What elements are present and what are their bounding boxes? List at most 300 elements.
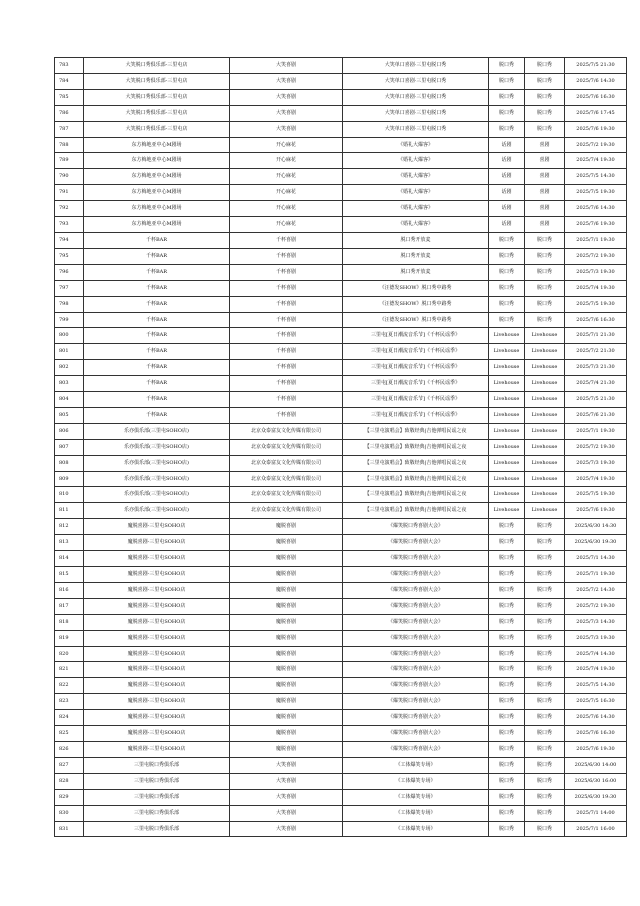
table-row bbox=[55, 646, 627, 662]
table-row bbox=[55, 153, 627, 169]
organizer-cell: 大笑喜剧 bbox=[230, 757, 343, 773]
datetime-cell: 2025/7/4 19:30 bbox=[565, 280, 627, 296]
organizer-cell: 大笑喜剧 bbox=[230, 89, 343, 105]
row-number-cell: 810 bbox=[55, 487, 84, 503]
genre-cell: 脱口秀 bbox=[525, 741, 565, 757]
organizer-cell: 千杯喜剧 bbox=[230, 407, 343, 423]
venue-cell: 千杯BAR bbox=[84, 232, 230, 248]
category-cell: 话剧 bbox=[489, 169, 525, 185]
table-row bbox=[55, 344, 627, 360]
category-cell: 脱口秀 bbox=[489, 805, 525, 821]
genre-cell: 脱口秀 bbox=[525, 694, 565, 710]
genre-cell: Livehouse bbox=[525, 503, 565, 519]
row-number-cell: 803 bbox=[55, 376, 84, 392]
category-cell: Livehouse bbox=[489, 407, 525, 423]
genre-cell: 脱口秀 bbox=[525, 646, 565, 662]
row-number-cell: 794 bbox=[55, 232, 84, 248]
venue-cell: 大笑脱口秀俱乐部-三里屯店 bbox=[84, 89, 230, 105]
category-cell: 脱口秀 bbox=[489, 582, 525, 598]
category-cell: 脱口秀 bbox=[489, 694, 525, 710]
show-title-cell: 《汪德发SHOW》脱口秀中路秀 bbox=[343, 280, 489, 296]
datetime-cell: 2025/7/6 19:30 bbox=[565, 741, 627, 757]
show-title-cell: 《婚礼大爆客》 bbox=[343, 201, 489, 217]
genre-cell: Livehouse bbox=[525, 487, 565, 503]
organizer-cell: 开心麻花 bbox=[230, 153, 343, 169]
table-row bbox=[55, 296, 627, 312]
table-row bbox=[55, 185, 627, 201]
organizer-cell: 魔脱喜剧 bbox=[230, 678, 343, 694]
organizer-cell: 开心麻花 bbox=[230, 137, 343, 153]
organizer-cell: 千杯喜剧 bbox=[230, 312, 343, 328]
datetime-cell: 2025/6/30 19:30 bbox=[565, 535, 627, 551]
venue-cell: 千杯BAR bbox=[84, 376, 230, 392]
venue-cell: 魔脱喜剧-三里屯SOHO店 bbox=[84, 741, 230, 757]
organizer-cell: 千杯喜剧 bbox=[230, 360, 343, 376]
show-title-cell: 《婚礼大爆客》 bbox=[343, 153, 489, 169]
row-number-cell: 792 bbox=[55, 201, 84, 217]
venue-cell: 大笑脱口秀俱乐部-三里屯店 bbox=[84, 58, 230, 74]
show-title-cell: 【三里屯演唱会】致敬经典|吉他弹唱民谣之夜 bbox=[343, 423, 489, 439]
category-cell: 脱口秀 bbox=[489, 58, 525, 74]
category-cell: Livehouse bbox=[489, 328, 525, 344]
row-number-cell: 795 bbox=[55, 248, 84, 264]
genre-cell: 脱口秀 bbox=[525, 121, 565, 137]
category-cell: 脱口秀 bbox=[489, 232, 525, 248]
table-row bbox=[55, 821, 627, 837]
organizer-cell: 魔脱喜剧 bbox=[230, 646, 343, 662]
table-row bbox=[55, 487, 627, 503]
show-title-cell: 《爆笑脱口秀喜剧大会》 bbox=[343, 614, 489, 630]
organizer-cell: 大笑喜剧 bbox=[230, 789, 343, 805]
category-cell: 脱口秀 bbox=[489, 630, 525, 646]
organizer-cell: 千杯喜剧 bbox=[230, 280, 343, 296]
show-title-cell: 《爆笑脱口秀喜剧大会》 bbox=[343, 519, 489, 535]
category-cell: Livehouse bbox=[489, 471, 525, 487]
schedule-table-body bbox=[55, 58, 627, 837]
row-number-cell: 800 bbox=[55, 328, 84, 344]
row-number-cell: 813 bbox=[55, 535, 84, 551]
datetime-cell: 2025/7/6 14:30 bbox=[565, 201, 627, 217]
table-row bbox=[55, 360, 627, 376]
datetime-cell: 2025/7/4 19:30 bbox=[565, 153, 627, 169]
row-number-cell: 784 bbox=[55, 73, 84, 89]
category-cell: 脱口秀 bbox=[489, 248, 525, 264]
row-number-cell: 822 bbox=[55, 678, 84, 694]
venue-cell: 三里屯脱口秀俱乐部 bbox=[84, 805, 230, 821]
genre-cell: 喜剧 bbox=[525, 169, 565, 185]
row-number-cell: 799 bbox=[55, 312, 84, 328]
datetime-cell: 2025/7/1 14:00 bbox=[565, 805, 627, 821]
row-number-cell: 815 bbox=[55, 567, 84, 583]
genre-cell: 脱口秀 bbox=[525, 726, 565, 742]
row-number-cell: 827 bbox=[55, 757, 84, 773]
show-title-cell: 《爆笑脱口秀喜剧大会》 bbox=[343, 535, 489, 551]
row-number-cell: 812 bbox=[55, 519, 84, 535]
table-row bbox=[55, 567, 627, 583]
genre-cell: 脱口秀 bbox=[525, 773, 565, 789]
show-title-cell: 脱口秀开放麦 bbox=[343, 248, 489, 264]
genre-cell: 脱口秀 bbox=[525, 296, 565, 312]
organizer-cell: 北京众泰富友文化传媒有限公司 bbox=[230, 503, 343, 519]
category-cell: 话剧 bbox=[489, 217, 525, 233]
show-title-cell: 《工体爆笑专场》 bbox=[343, 805, 489, 821]
table-row bbox=[55, 519, 627, 535]
venue-cell: 千杯BAR bbox=[84, 392, 230, 408]
datetime-cell: 2025/6/30 14:30 bbox=[565, 519, 627, 535]
category-cell: Livehouse bbox=[489, 503, 525, 519]
organizer-cell: 千杯喜剧 bbox=[230, 248, 343, 264]
organizer-cell: 千杯喜剧 bbox=[230, 376, 343, 392]
datetime-cell: 2025/7/6 19:30 bbox=[565, 503, 627, 519]
organizer-cell: 魔脱喜剧 bbox=[230, 614, 343, 630]
show-title-cell: 《爆笑脱口秀喜剧大会》 bbox=[343, 551, 489, 567]
category-cell: 脱口秀 bbox=[489, 121, 525, 137]
datetime-cell: 2025/7/6 19:30 bbox=[565, 121, 627, 137]
organizer-cell: 北京众泰富友文化传媒有限公司 bbox=[230, 455, 343, 471]
genre-cell: Livehouse bbox=[525, 423, 565, 439]
genre-cell: Livehouse bbox=[525, 328, 565, 344]
show-title-cell: 《爆笑脱口秀喜剧大会》 bbox=[343, 567, 489, 583]
datetime-cell: 2025/7/4 14:30 bbox=[565, 646, 627, 662]
table-row bbox=[55, 614, 627, 630]
organizer-cell: 北京众泰富友文化传媒有限公司 bbox=[230, 487, 343, 503]
category-cell: Livehouse bbox=[489, 423, 525, 439]
show-title-cell: 大笑单口喜剧·三里屯脱口秀 bbox=[343, 89, 489, 105]
show-title-cell: 三里屯[夏日潮流音乐节]《千杯民谣季》 bbox=[343, 344, 489, 360]
category-cell: Livehouse bbox=[489, 455, 525, 471]
genre-cell: Livehouse bbox=[525, 360, 565, 376]
row-number-cell: 808 bbox=[55, 455, 84, 471]
row-number-cell: 820 bbox=[55, 646, 84, 662]
category-cell: 话剧 bbox=[489, 201, 525, 217]
row-number-cell: 829 bbox=[55, 789, 84, 805]
table-row bbox=[55, 503, 627, 519]
show-title-cell: 《爆笑脱口秀喜剧大会》 bbox=[343, 646, 489, 662]
table-row bbox=[55, 439, 627, 455]
row-number-cell: 785 bbox=[55, 89, 84, 105]
table-row bbox=[55, 710, 627, 726]
datetime-cell: 2025/7/1 19:30 bbox=[565, 232, 627, 248]
venue-cell: 千杯BAR bbox=[84, 280, 230, 296]
venue-cell: 东方梅地亚中心M剧场 bbox=[84, 153, 230, 169]
table-row bbox=[55, 201, 627, 217]
row-number-cell: 801 bbox=[55, 344, 84, 360]
show-title-cell: 脱口秀开放麦 bbox=[343, 264, 489, 280]
venue-cell: 魔脱喜剧-三里屯SOHO店 bbox=[84, 662, 230, 678]
venue-cell: 东方梅地亚中心M剧场 bbox=[84, 217, 230, 233]
datetime-cell: 2025/7/4 19:30 bbox=[565, 471, 627, 487]
show-title-cell: 《爆笑脱口秀喜剧大会》 bbox=[343, 582, 489, 598]
datetime-cell: 2025/7/2 21:30 bbox=[565, 344, 627, 360]
venue-cell: 大笑脱口秀俱乐部-三里屯店 bbox=[84, 73, 230, 89]
show-title-cell: 《爆笑脱口秀喜剧大会》 bbox=[343, 741, 489, 757]
row-number-cell: 824 bbox=[55, 710, 84, 726]
genre-cell: 脱口秀 bbox=[525, 805, 565, 821]
organizer-cell: 魔脱喜剧 bbox=[230, 694, 343, 710]
row-number-cell: 806 bbox=[55, 423, 84, 439]
venue-cell: 魔脱喜剧-三里屯SOHO店 bbox=[84, 582, 230, 598]
organizer-cell: 大笑喜剧 bbox=[230, 821, 343, 837]
datetime-cell: 2025/7/5 19:30 bbox=[565, 487, 627, 503]
table-row bbox=[55, 757, 627, 773]
genre-cell: 喜剧 bbox=[525, 185, 565, 201]
datetime-cell: 2025/6/30 19:30 bbox=[565, 789, 627, 805]
show-title-cell: 《爆笑脱口秀喜剧大会》 bbox=[343, 694, 489, 710]
datetime-cell: 2025/6/30 14:00 bbox=[565, 757, 627, 773]
table-row bbox=[55, 328, 627, 344]
organizer-cell: 千杯喜剧 bbox=[230, 264, 343, 280]
datetime-cell: 2025/7/6 16:30 bbox=[565, 726, 627, 742]
venue-cell: 千杯BAR bbox=[84, 344, 230, 360]
venue-cell: 乐亦俱乐部(三里屯SOHO店) bbox=[84, 455, 230, 471]
row-number-cell: 802 bbox=[55, 360, 84, 376]
category-cell: 脱口秀 bbox=[489, 662, 525, 678]
genre-cell: 脱口秀 bbox=[525, 312, 565, 328]
datetime-cell: 2025/7/6 14:30 bbox=[565, 73, 627, 89]
category-cell: 脱口秀 bbox=[489, 741, 525, 757]
genre-cell: 喜剧 bbox=[525, 217, 565, 233]
show-title-cell: 《工体爆笑专场》 bbox=[343, 757, 489, 773]
genre-cell: Livehouse bbox=[525, 344, 565, 360]
genre-cell: Livehouse bbox=[525, 407, 565, 423]
show-title-cell: 三里屯[夏日潮流音乐节]《千杯民谣季》 bbox=[343, 392, 489, 408]
venue-cell: 大笑脱口秀俱乐部-三里屯店 bbox=[84, 105, 230, 121]
category-cell: 脱口秀 bbox=[489, 535, 525, 551]
venue-cell: 三里屯脱口秀俱乐部 bbox=[84, 789, 230, 805]
genre-cell: 脱口秀 bbox=[525, 710, 565, 726]
datetime-cell: 2025/7/3 19:30 bbox=[565, 455, 627, 471]
show-title-cell: 《爆笑脱口秀喜剧大会》 bbox=[343, 598, 489, 614]
genre-cell: 脱口秀 bbox=[525, 551, 565, 567]
datetime-cell: 2025/7/6 16:30 bbox=[565, 89, 627, 105]
category-cell: 脱口秀 bbox=[489, 312, 525, 328]
row-number-cell: 818 bbox=[55, 614, 84, 630]
venue-cell: 千杯BAR bbox=[84, 264, 230, 280]
datetime-cell: 2025/7/6 21:30 bbox=[565, 407, 627, 423]
table-row bbox=[55, 407, 627, 423]
table-row bbox=[55, 598, 627, 614]
organizer-cell: 魔脱喜剧 bbox=[230, 551, 343, 567]
category-cell: Livehouse bbox=[489, 376, 525, 392]
datetime-cell: 2025/7/6 19:30 bbox=[565, 217, 627, 233]
show-title-cell: 【三里屯演唱会】致敬经典|吉他弹唱民谣之夜 bbox=[343, 487, 489, 503]
row-number-cell: 809 bbox=[55, 471, 84, 487]
datetime-cell: 2025/7/5 14:30 bbox=[565, 678, 627, 694]
category-cell: 脱口秀 bbox=[489, 264, 525, 280]
genre-cell: 脱口秀 bbox=[525, 567, 565, 583]
organizer-cell: 千杯喜剧 bbox=[230, 392, 343, 408]
organizer-cell: 大笑喜剧 bbox=[230, 73, 343, 89]
table-row bbox=[55, 582, 627, 598]
show-title-cell: 三里屯[夏日潮流音乐节]《千杯民谣季》 bbox=[343, 360, 489, 376]
venue-cell: 乐亦俱乐部(三里屯SOHO店) bbox=[84, 423, 230, 439]
organizer-cell: 魔脱喜剧 bbox=[230, 741, 343, 757]
datetime-cell: 2025/7/1 19:30 bbox=[565, 423, 627, 439]
genre-cell: 脱口秀 bbox=[525, 73, 565, 89]
row-number-cell: 797 bbox=[55, 280, 84, 296]
venue-cell: 乐亦俱乐部(三里屯SOHO店) bbox=[84, 439, 230, 455]
category-cell: 脱口秀 bbox=[489, 757, 525, 773]
datetime-cell: 2025/7/1 21:30 bbox=[565, 328, 627, 344]
row-number-cell: 807 bbox=[55, 439, 84, 455]
organizer-cell: 魔脱喜剧 bbox=[230, 567, 343, 583]
datetime-cell: 2025/7/1 14:30 bbox=[565, 551, 627, 567]
genre-cell: Livehouse bbox=[525, 455, 565, 471]
datetime-cell: 2025/7/6 16:30 bbox=[565, 312, 627, 328]
venue-cell: 三里屯脱口秀俱乐部 bbox=[84, 821, 230, 837]
table-row bbox=[55, 264, 627, 280]
category-cell: 脱口秀 bbox=[489, 296, 525, 312]
category-cell: 脱口秀 bbox=[489, 678, 525, 694]
category-cell: 脱口秀 bbox=[489, 280, 525, 296]
show-title-cell: 三里屯[夏日潮流音乐节]《千杯民谣季》 bbox=[343, 407, 489, 423]
table-row bbox=[55, 121, 627, 137]
organizer-cell: 北京众泰富友文化传媒有限公司 bbox=[230, 423, 343, 439]
organizer-cell: 大笑喜剧 bbox=[230, 58, 343, 74]
venue-cell: 乐亦俱乐部(三里屯SOHO店) bbox=[84, 471, 230, 487]
category-cell: 脱口秀 bbox=[489, 105, 525, 121]
show-title-cell: 《爆笑脱口秀喜剧大会》 bbox=[343, 726, 489, 742]
genre-cell: 脱口秀 bbox=[525, 662, 565, 678]
show-title-cell: 《爆笑脱口秀喜剧大会》 bbox=[343, 630, 489, 646]
genre-cell: 脱口秀 bbox=[525, 757, 565, 773]
row-number-cell: 804 bbox=[55, 392, 84, 408]
datetime-cell: 2025/7/5 21:30 bbox=[565, 392, 627, 408]
venue-cell: 乐亦俱乐部(三里屯SOHO店) bbox=[84, 503, 230, 519]
category-cell: 脱口秀 bbox=[489, 773, 525, 789]
datetime-cell: 2025/7/5 14:30 bbox=[565, 169, 627, 185]
row-number-cell: 826 bbox=[55, 741, 84, 757]
datetime-cell: 2025/7/5 21:30 bbox=[565, 58, 627, 74]
genre-cell: 脱口秀 bbox=[525, 280, 565, 296]
venue-cell: 三里屯脱口秀俱乐部 bbox=[84, 773, 230, 789]
venue-cell: 东方梅地亚中心M剧场 bbox=[84, 169, 230, 185]
show-title-cell: 《婚礼大爆客》 bbox=[343, 185, 489, 201]
show-title-cell: 《工体爆笑专场》 bbox=[343, 773, 489, 789]
organizer-cell: 魔脱喜剧 bbox=[230, 582, 343, 598]
show-title-cell: 大笑单口喜剧·三里屯脱口秀 bbox=[343, 73, 489, 89]
show-title-cell: 《爆笑脱口秀喜剧大会》 bbox=[343, 678, 489, 694]
genre-cell: 脱口秀 bbox=[525, 105, 565, 121]
organizer-cell: 千杯喜剧 bbox=[230, 232, 343, 248]
datetime-cell: 2025/6/30 16:00 bbox=[565, 773, 627, 789]
table-row bbox=[55, 805, 627, 821]
genre-cell: Livehouse bbox=[525, 376, 565, 392]
row-number-cell: 814 bbox=[55, 551, 84, 567]
category-cell: 脱口秀 bbox=[489, 519, 525, 535]
category-cell: 脱口秀 bbox=[489, 89, 525, 105]
genre-cell: Livehouse bbox=[525, 439, 565, 455]
datetime-cell: 2025/7/5 16:30 bbox=[565, 694, 627, 710]
table-row bbox=[55, 455, 627, 471]
table-row bbox=[55, 630, 627, 646]
show-title-cell: 大笑单口喜剧·三里屯脱口秀 bbox=[343, 58, 489, 74]
row-number-cell: 821 bbox=[55, 662, 84, 678]
category-cell: 脱口秀 bbox=[489, 646, 525, 662]
venue-cell: 千杯BAR bbox=[84, 312, 230, 328]
category-cell: 脱口秀 bbox=[489, 789, 525, 805]
schedule-table-container bbox=[54, 57, 617, 837]
table-row bbox=[55, 773, 627, 789]
show-title-cell: 《婚礼大爆客》 bbox=[343, 169, 489, 185]
table-row bbox=[55, 58, 627, 74]
organizer-cell: 大笑喜剧 bbox=[230, 105, 343, 121]
organizer-cell: 魔脱喜剧 bbox=[230, 726, 343, 742]
organizer-cell: 魔脱喜剧 bbox=[230, 662, 343, 678]
row-number-cell: 811 bbox=[55, 503, 84, 519]
venue-cell: 千杯BAR bbox=[84, 328, 230, 344]
row-number-cell: 816 bbox=[55, 582, 84, 598]
show-title-cell: 《爆笑脱口秀喜剧大会》 bbox=[343, 662, 489, 678]
show-title-cell: 【三里屯演唱会】致敬经典|吉他弹唱民谣之夜 bbox=[343, 503, 489, 519]
row-number-cell: 823 bbox=[55, 694, 84, 710]
row-number-cell: 787 bbox=[55, 121, 84, 137]
category-cell: 话剧 bbox=[489, 185, 525, 201]
category-cell: 话剧 bbox=[489, 137, 525, 153]
genre-cell: 脱口秀 bbox=[525, 598, 565, 614]
datetime-cell: 2025/7/3 21:30 bbox=[565, 360, 627, 376]
datetime-cell: 2025/7/2 19:30 bbox=[565, 248, 627, 264]
genre-cell: 喜剧 bbox=[525, 153, 565, 169]
show-title-cell: 《汪德发SHOW》脱口秀中路秀 bbox=[343, 312, 489, 328]
venue-cell: 魔脱喜剧-三里屯SOHO店 bbox=[84, 535, 230, 551]
category-cell: 脱口秀 bbox=[489, 821, 525, 837]
organizer-cell: 大笑喜剧 bbox=[230, 773, 343, 789]
row-number-cell: 796 bbox=[55, 264, 84, 280]
table-row bbox=[55, 392, 627, 408]
row-number-cell: 791 bbox=[55, 185, 84, 201]
table-row bbox=[55, 169, 627, 185]
datetime-cell: 2025/7/3 14:30 bbox=[565, 614, 627, 630]
datetime-cell: 2025/7/5 19:30 bbox=[565, 185, 627, 201]
venue-cell: 乐亦俱乐部(三里屯SOHO店) bbox=[84, 487, 230, 503]
venue-cell: 魔脱喜剧-三里屯SOHO店 bbox=[84, 678, 230, 694]
table-row bbox=[55, 376, 627, 392]
table-row bbox=[55, 248, 627, 264]
row-number-cell: 789 bbox=[55, 153, 84, 169]
row-number-cell: 805 bbox=[55, 407, 84, 423]
venue-cell: 魔脱喜剧-三里屯SOHO店 bbox=[84, 726, 230, 742]
category-cell: 话剧 bbox=[489, 153, 525, 169]
organizer-cell: 魔脱喜剧 bbox=[230, 630, 343, 646]
table-row bbox=[55, 312, 627, 328]
organizer-cell: 魔脱喜剧 bbox=[230, 598, 343, 614]
table-row bbox=[55, 105, 627, 121]
category-cell: Livehouse bbox=[489, 487, 525, 503]
row-number-cell: 831 bbox=[55, 821, 84, 837]
table-row bbox=[55, 217, 627, 233]
show-title-cell: 大笑单口喜剧·三里屯脱口秀 bbox=[343, 121, 489, 137]
venue-cell: 魔脱喜剧-三里屯SOHO店 bbox=[84, 551, 230, 567]
row-number-cell: 793 bbox=[55, 217, 84, 233]
datetime-cell: 2025/7/6 14:30 bbox=[565, 710, 627, 726]
genre-cell: 脱口秀 bbox=[525, 535, 565, 551]
category-cell: 脱口秀 bbox=[489, 726, 525, 742]
genre-cell: 脱口秀 bbox=[525, 58, 565, 74]
table-row bbox=[55, 789, 627, 805]
genre-cell: 脱口秀 bbox=[525, 232, 565, 248]
venue-cell: 魔脱喜剧-三里屯SOHO店 bbox=[84, 519, 230, 535]
row-number-cell: 828 bbox=[55, 773, 84, 789]
table-row bbox=[55, 694, 627, 710]
show-title-cell: 《婚礼大爆客》 bbox=[343, 137, 489, 153]
organizer-cell: 大笑喜剧 bbox=[230, 121, 343, 137]
genre-cell: 脱口秀 bbox=[525, 678, 565, 694]
category-cell: 脱口秀 bbox=[489, 614, 525, 630]
organizer-cell: 千杯喜剧 bbox=[230, 328, 343, 344]
show-title-cell: 《汪德发SHOW》脱口秀中路秀 bbox=[343, 296, 489, 312]
venue-cell: 东方梅地亚中心M剧场 bbox=[84, 185, 230, 201]
